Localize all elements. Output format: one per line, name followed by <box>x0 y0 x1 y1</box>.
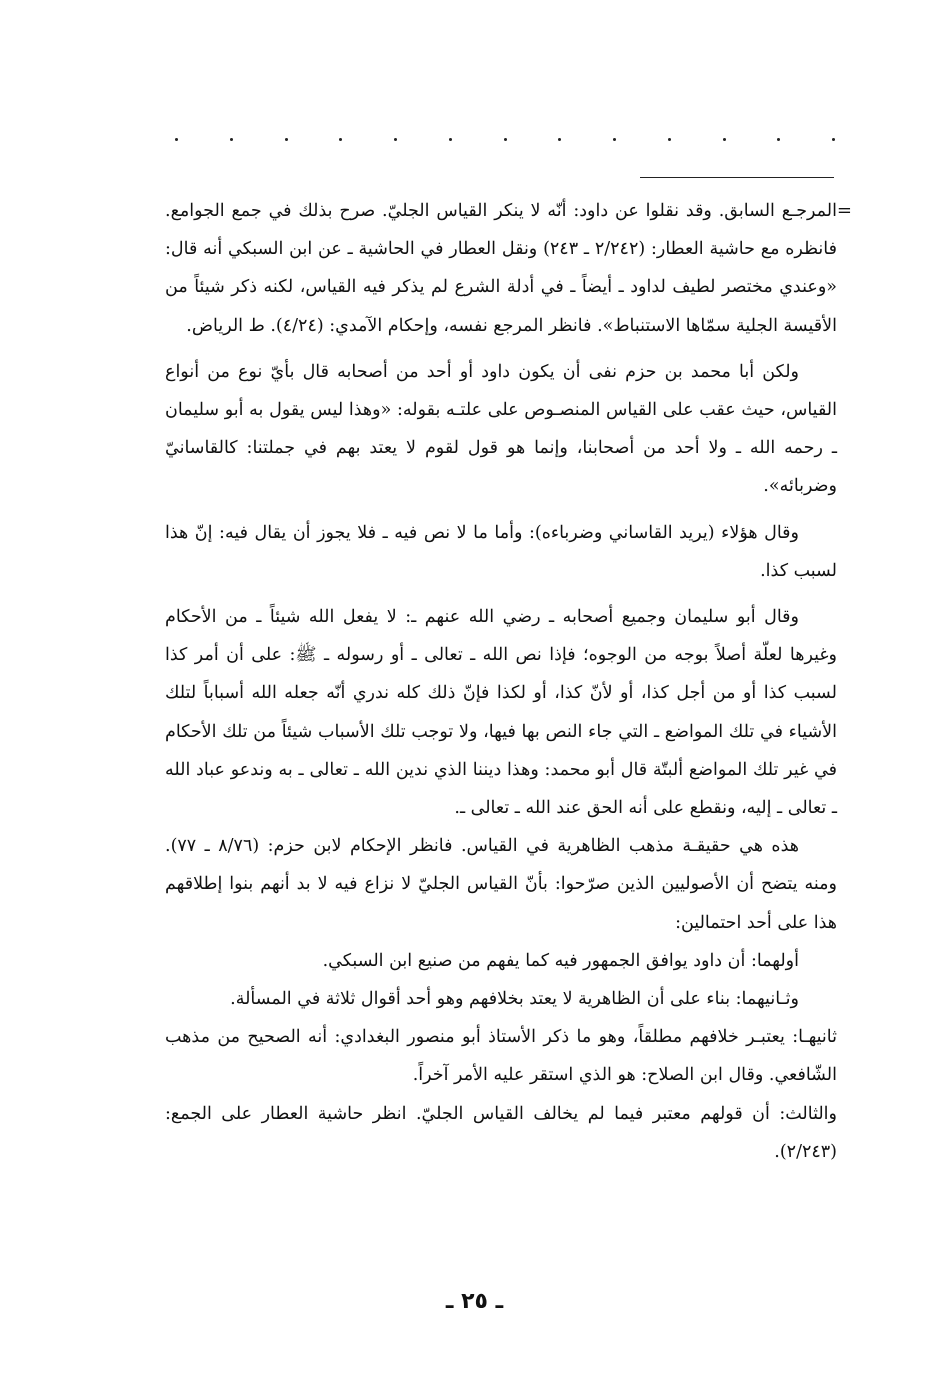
header-dot <box>777 138 780 141</box>
paragraph-qasani-statement: وقال هؤلاء (يريد القاساني وضرباءه): وأما ما لا نص فيه ـ فلا يجوز أن يقال فيه: إنّ هذا لسبب كذا. <box>165 522 837 581</box>
header-dot <box>339 138 342 141</box>
header-dot <box>668 138 671 141</box>
paragraph-second-opinion: ثانيهـا: يعتبـر خلافهم مطلقاً، وهو ما ذكر الأستاذ أبو منصور البغدادي: أنه الصحيح من مذهب الشّافعي. وقال ابن الصلاح: هو الذي استقر عليه الأمر آخراً. <box>165 1027 837 1086</box>
header-dot <box>504 138 507 141</box>
header-dot <box>394 138 397 141</box>
paragraph-third-opinion: والثالث: أن قولهم معتبر فيما لم يخالف القياس الجليّ. انظر حاشية العطار على الجمع: (٢/٢٤٣). <box>165 1103 837 1162</box>
paragraph-ibn-hazm-denial: ولكن أبا محمد بن حزم نفى أن يكون داود أو أحد من أصحابه قال بأيّ نوع من أنواع القياس، حيث عقب على القياس المنصـوص على علتـه بقوله: «وهذا ليس يقول به أبو سليمان ـ رحمه الله ـ ولا أحد من أصحابنا، وإنما هو قول لقوم لا يعتد بهم في جملتنا: كالقاسانيّ وضربائه». <box>165 361 837 497</box>
header-dots-row <box>175 138 835 141</box>
paragraph-first-possibility: أولهما: أن داود يوافق الجمهور فيه كما يفهم من صنيع ابن السبكي. <box>322 950 799 971</box>
paragraph-second-possibility: وثـانيهما: بناء على أن الظاهرية لا يعتد بخلافهم وهو أحد أقوال ثلاثة في المسألة. <box>230 989 799 1010</box>
header-dot <box>449 138 452 141</box>
header-dot <box>558 138 561 141</box>
page-number: ـ ٢٥ ـ <box>445 1289 504 1314</box>
paragraph-zahiri-summary: هذه هي حقيقـة مذهب الظاهرية في القياس. فانظر الإحكام لابن حزم: (٨/٧٦ ـ ٧٧). ومنه يتضح أن الأصوليين الذين صرّحوا: بأنّ القياس الجليّ لا نزاع فيه لا بد أنهم بنوا إطلاقهم هذا على أحد احتمالين: <box>165 836 837 933</box>
header-dot <box>285 138 288 141</box>
paragraph-footnote-continuation: المرجـع السابق. وقد نقلوا عن داود: أنّه لا ينكر القياس الجليّ. صرح بذلك في جمع الجوامع. فانظره مع حاشية العطار: (٢/٢٤٢ ـ ٢٤٣) ونقل العطار في الحاشية ـ عن ابن السبكي أنه قال: «وعندي مختصر لطيف لداود ـ أيضاً ـ في أدلة الشرع لم يذكر فيه القياس، لكنه ذكر شيئاً من الأقيسة الجلية سمّاها الاستنباط». فانظر المرجع نفسه، وإحكام الآمدي: (٤/٢٤). ط الرياض. <box>165 201 837 336</box>
header-dot <box>230 138 233 141</box>
header-dot <box>175 138 178 141</box>
header-dot <box>723 138 726 141</box>
header-dot <box>832 138 835 141</box>
header-dot <box>613 138 616 141</box>
footnote-body <box>165 192 837 1171</box>
footnote-separator-line <box>640 177 834 178</box>
footnote-continuation-marker: = <box>836 200 852 221</box>
paragraph-abu-sulayman-statement: وقال أبو سليمان وجميع أصحابه ـ رضي الله عنهم ـ: لا يفعل الله شيئاً ـ من الأحكام وغيرها لعلّة أصلاً بوجه من الوجوه؛ فإذا نص الله ـ تعالى ـ أو رسوله ـ ﷺ: على أن أمر كذا لسبب كذا أو من أجل كذا، أو لأنّ كذا، أو لكذا فإنّ ذلك كله ندري أنّه جعله الله أسباباً لتلك الأشياء في تلك المواضع ـ التي جاء النص بها فيها، ولا توجب تلك الأسباب شيئاً من تلك الأحكام في غير تلك المواضع ألبتّة قال أبو محمد: وهذا ديننا الذي ندين الله ـ تعالى ـ به وندعو عباد الله ـ تعالى ـ إليه، ونقطع على أنه الحق عند الله ـ تعالى ـ. <box>165 607 837 819</box>
